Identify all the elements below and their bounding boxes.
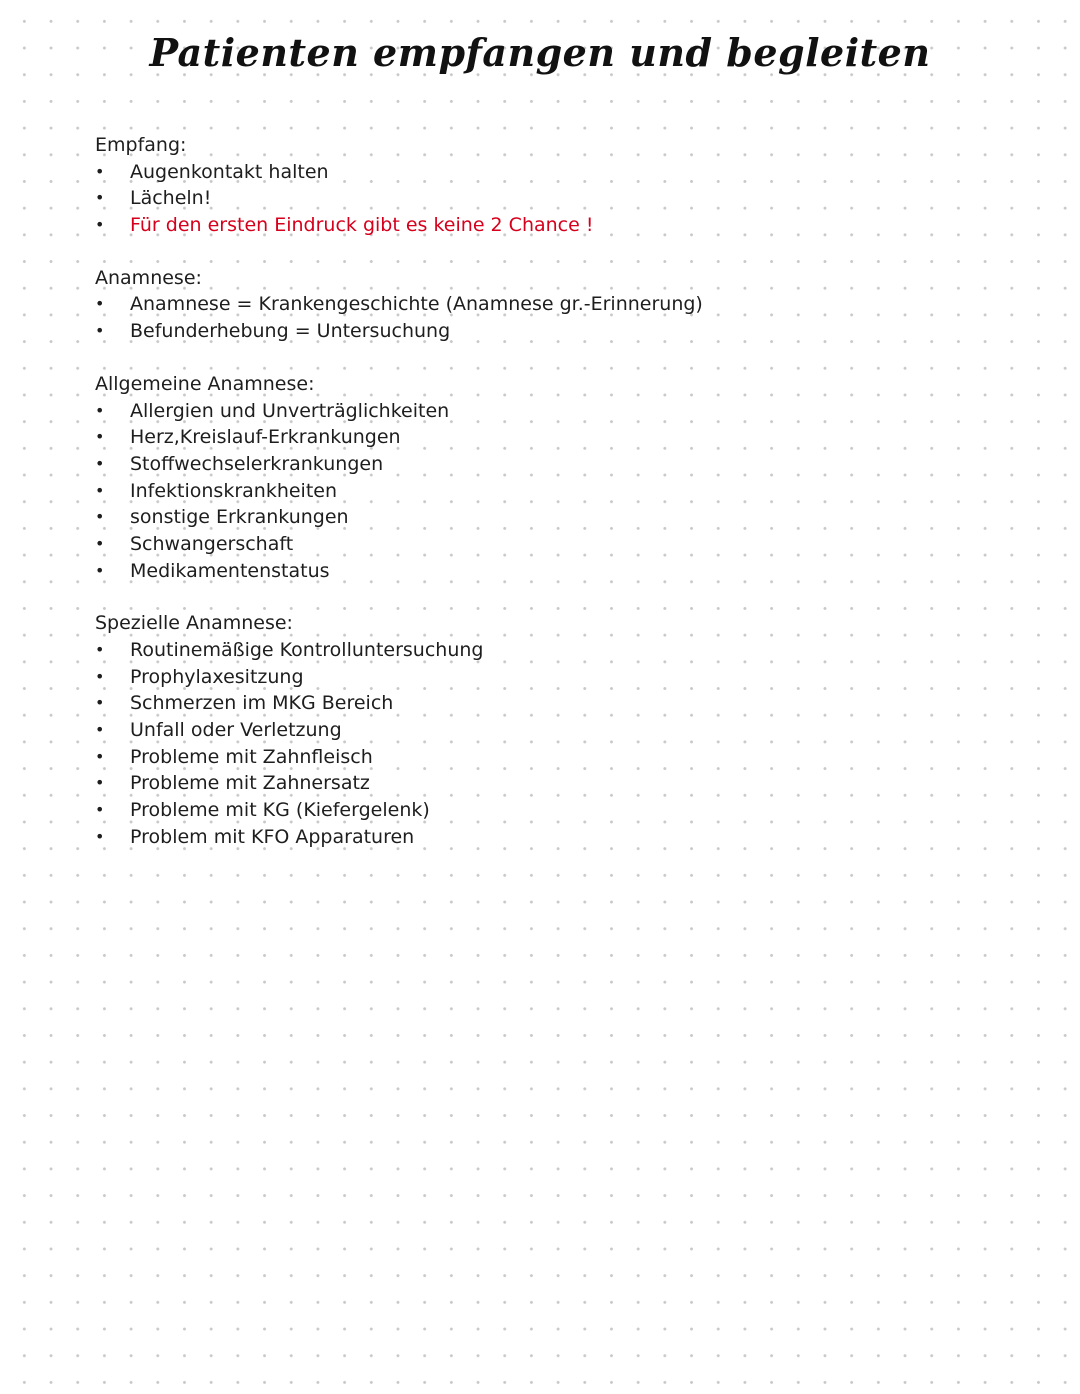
list-item-text: Befunderhebung = Untersuchung: [130, 320, 451, 343]
bullet-icon: •: [95, 453, 105, 473]
list-item: [95, 664, 995, 691]
section-empfang: [95, 132, 995, 239]
list-item: [95, 318, 995, 345]
list-item: [95, 159, 995, 186]
bullet-icon: •: [95, 746, 105, 766]
list-item-text: Allergien und Unverträglichkeiten: [130, 399, 450, 422]
list-item: [95, 478, 995, 505]
list-item-text: Probleme mit Zahnersatz: [130, 772, 370, 795]
list-item-text: Probleme mit Zahnfleisch: [130, 745, 373, 768]
list-item-text: Unfall oder Verletzung: [130, 719, 342, 742]
list-item: [95, 291, 995, 318]
section-anamnese: [95, 265, 995, 345]
list-item-text: Medikamentenstatus: [130, 559, 330, 582]
bullet-list: [95, 291, 995, 344]
list-item: [95, 185, 995, 212]
bullet-icon: •: [95, 826, 105, 846]
bullet-icon: •: [95, 294, 105, 314]
section-allgemeine-anamnese: [95, 371, 995, 585]
list-item: [95, 717, 995, 744]
bullet-list: [95, 398, 995, 585]
bullet-icon: •: [95, 215, 105, 235]
list-item-text: Probleme mit KG (Kiefergelenk): [130, 799, 430, 822]
bullet-icon: •: [95, 533, 105, 553]
bullet-icon: •: [95, 161, 105, 181]
bullet-icon: •: [95, 800, 105, 820]
list-item-text: sonstige Erkrankungen: [130, 506, 349, 529]
bullet-icon: •: [95, 400, 105, 420]
bullet-icon: •: [95, 321, 105, 341]
bullet-icon: •: [95, 666, 105, 686]
bullet-list: [95, 159, 995, 239]
list-item: [95, 398, 995, 425]
list-item: [95, 558, 995, 585]
list-item: [95, 690, 995, 717]
list-item-text: Problem mit KFO Apparaturen: [130, 825, 415, 848]
list-item: [95, 770, 995, 797]
section-heading: Spezielle Anamnese:: [95, 612, 293, 635]
section-heading: Anamnese:: [95, 266, 202, 289]
section-heading: Allgemeine Anamnese:: [95, 372, 315, 395]
list-item-text: Herz,Kreislauf-Erkrankungen: [130, 426, 401, 449]
list-item-text: Anamnese = Krankengeschichte (Anamnese gr.-Erinnerung): [130, 293, 703, 316]
bullet-icon: •: [95, 480, 105, 500]
list-item-text: Schmerzen im MKG Bereich: [130, 692, 394, 715]
list-item-text: Routinemäßige Kontrolluntersuchung: [130, 639, 484, 661]
section-spezielle-anamnese: [95, 610, 995, 850]
list-item: [95, 531, 995, 558]
list-item-text: Stoffwechselerkrankungen: [130, 452, 384, 475]
list-item: [95, 637, 995, 664]
list-item-text: Infektionskrankheiten: [130, 479, 338, 502]
bullet-icon: •: [95, 693, 105, 713]
bullet-icon: •: [95, 640, 105, 659]
list-item-text: Für den ersten Eindruck gibt es keine 2 Chance !: [130, 214, 594, 237]
bullet-icon: •: [95, 720, 105, 740]
list-item-text: Prophylaxesitzung: [130, 665, 304, 688]
list-item: [95, 744, 995, 771]
list-item: [95, 824, 995, 851]
page-title: Patienten empfangen und begleiten: [149, 30, 931, 75]
note-content: [95, 132, 995, 877]
bullet-icon: •: [95, 188, 105, 208]
list-item-highlight: [95, 212, 995, 239]
list-item: [95, 504, 995, 531]
bullet-icon: •: [95, 560, 105, 580]
list-item: [95, 451, 995, 478]
list-item-text: Lächeln!: [130, 187, 212, 210]
bullet-list: [95, 637, 995, 851]
list-item: [95, 424, 995, 451]
list-item: [95, 797, 995, 824]
list-item-text: Schwangerschaft: [130, 532, 294, 555]
bullet-icon: •: [95, 507, 105, 527]
bullet-icon: •: [95, 427, 105, 447]
section-heading: Empfang:: [95, 134, 187, 156]
bullet-icon: •: [95, 773, 105, 793]
list-item-text: Augenkontakt halten: [130, 160, 329, 183]
